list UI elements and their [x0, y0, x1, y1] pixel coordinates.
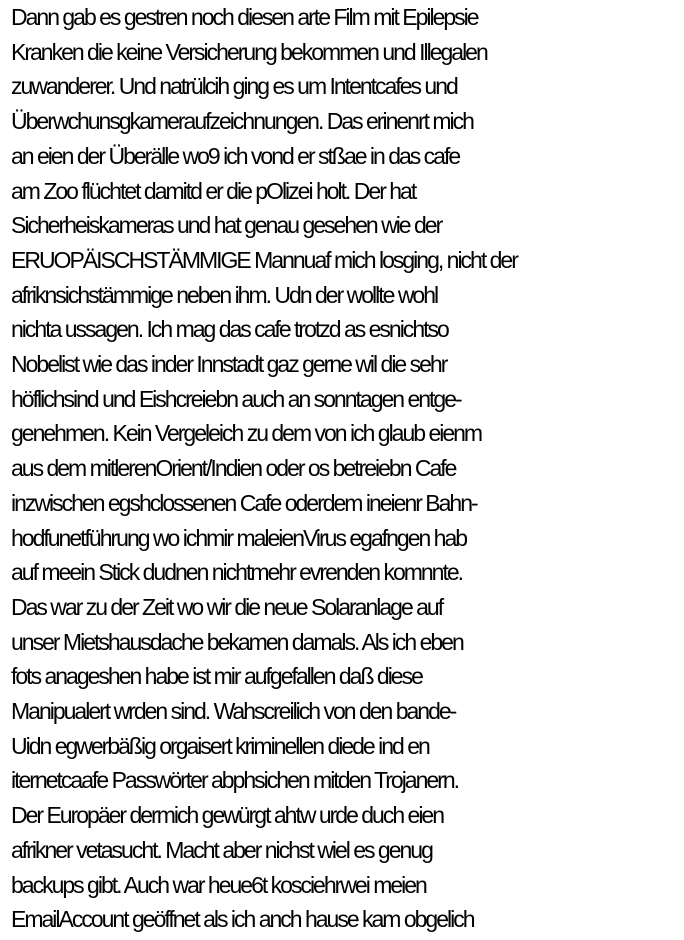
- text-line: Dann gab es gestren noch diesen arte Film mit Epilepsie: [11, 4, 478, 30]
- text-line: am Zoo flüchtet damitd er die pOlizei holt. Der hat: [11, 177, 416, 204]
- text-line: Kranken die keine Versicherung bekommen und Illegalen: [11, 38, 487, 65]
- text-line: Der Europäer dermich gewürgt ahtw urde duch eien: [11, 802, 444, 829]
- text-line: afrikner vetasucht. Macht aber nichst wiel es genug: [11, 836, 432, 863]
- text-line: Nobelist wie das inder Innstadt gaz gerne wil die sehr: [11, 351, 447, 378]
- text-line: EmailAccount geöffnet als ich anch hause kam obgelich: [11, 906, 474, 933]
- text-line: ERUOPÄISCHSTÄMMIGE Mannuaf mich losging, nicht der: [11, 246, 517, 273]
- text-line: Uidn egwerbäßig orgaisert kriminellen diede ind en: [11, 732, 429, 759]
- text-line: Überwchunsgkameraufzeichnungen. Das erinenrt mich: [11, 108, 473, 135]
- text-line: an eien der Überälle wo9 ich vond er stßae in das cafe: [11, 142, 460, 169]
- text-line: unser Mietshausdache bekamen damals. Als ich eben: [11, 628, 463, 655]
- text-line: zuwanderer. Und natrülcih ging es um Intentcafes und: [11, 73, 457, 100]
- text-line: backups gibt. Auch war heue6t kosciehrwei meien: [11, 871, 426, 898]
- text-line: hodfunetführung wo ichmir maleienVirus egafngen hab: [11, 524, 467, 551]
- text-line: nichta ussagen. Ich mag das cafe trotzd as esnichtso: [11, 316, 448, 343]
- document-page: [11, 0, 681, 940]
- text-line: afriknsichstämmige neben ihm. Udn der wollte wohl: [11, 281, 438, 308]
- text-line: höflichsind und Eishcreiebn auch an sonntagen entge-: [11, 385, 461, 412]
- text-line: aus dem mitlerenOrient/Indien oder os betreiebn Cafe: [11, 455, 456, 482]
- text-line: genehmen. Kein Vergeleich zu dem von ich glaub eienm: [11, 420, 482, 447]
- text-line: Manipualert wrden sind. Wahscreilich von den bande-: [11, 698, 456, 725]
- text-line: Sicherheiskameras und hat genau gesehen wie der: [11, 212, 442, 239]
- text-line: fots anageshen habe ist mir aufgefallen daß diese: [11, 663, 422, 690]
- text-line: inzwischen egshclossenen Cafe oderdem ineienr Bahn-: [11, 489, 477, 516]
- text-line: auf meein Stick dudnen nichtmehr evrenden komnnte.: [11, 559, 463, 586]
- text-line: iternetcaafe Passwörter abphsichen mitden Trojanern.: [11, 767, 459, 794]
- text-line: Das war zu der Zeit wo wir die neue Solaranlage auf: [11, 593, 443, 620]
